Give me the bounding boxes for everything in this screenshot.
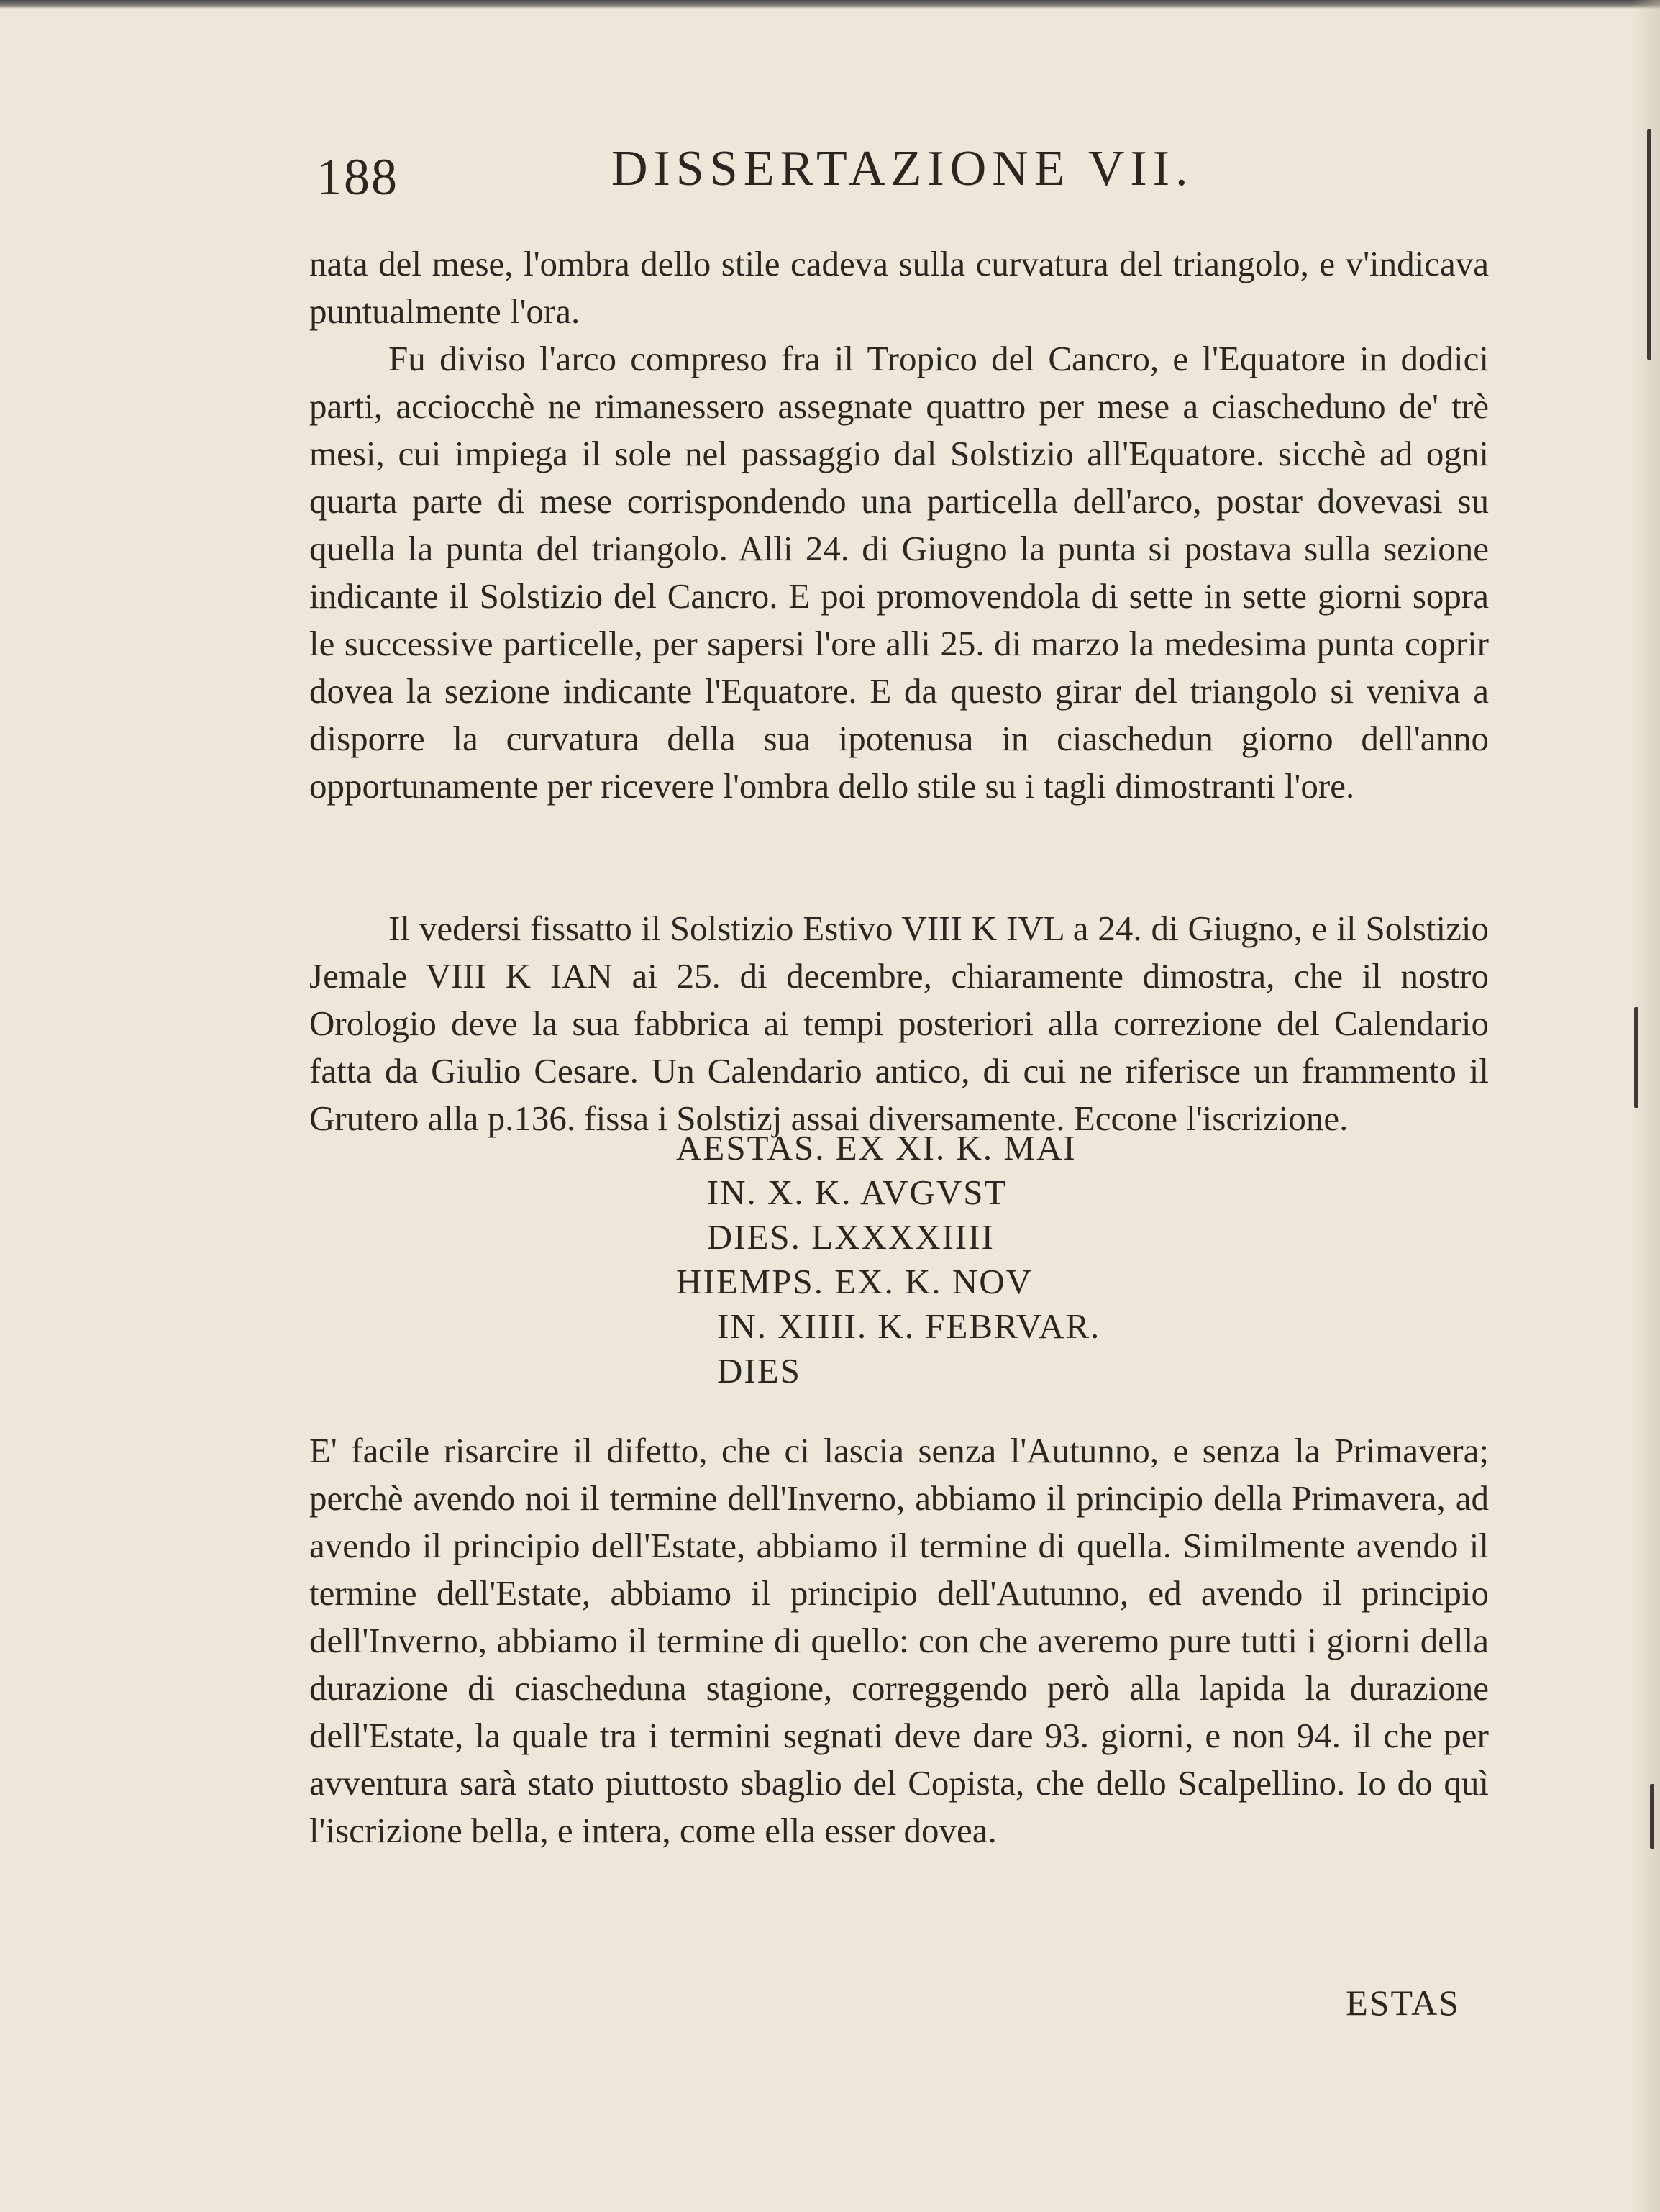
paragraph-arc-division: Fu diviso l'arco compreso fra il Tropico del Cancro, e l'Equatore in dodici parti, acciocchè ne rimanessero assegnate quattro per mese a ciascheduno de' trè mesi, cui impiega il sole nel passaggio dal Solstizio all'Equatore. sicchè ad ogni quarta parte di mese corrispondendo una particella dell'arco, postar dovevasi su quella la punta del triangolo. Alli 24. di Giugno la punta si postava sulla sezione indicante il Solstizio del Cancro. E poi promovendola di sette in sette giorni sopra le successive particelle, per sapersi l'ore alli 25. di marzo la medesima punta coprir dovea la sezione indicante l'Equatore. E da questo girar del triangolo si veniva a disporre la curvatura della sua ipotenusa in ciaschedun giorno dell'anno opportunamente per ricevere l'ombra dello stile su i tagli dimostranti l'ore.	[309, 339, 1489, 806]
paragraph-solstice: Il vedersi fissatto il Solstizio Estivo VIII K IVL a 24. di Giugno, e il Solstizio Jemale VIII K IAN ai 25. di decembre, chiaramente dimostra, che il nostro Orologio deve la sua fabbrica ai tempi posteriori alla correzione del Calendario fatta da Giulio Cesare. Un Calendario antico, di cui ne riferisce un frammento il Grutero alla p.136. fissa i Solstizj assai diversamente. Eccone l'iscrizione.	[309, 909, 1489, 1138]
latin-inscription	[676, 1126, 1323, 1393]
scan-top-edge	[0, 0, 1660, 9]
inscription-line: IN. XIIII. K. FEBRVAR.	[676, 1306, 1101, 1346]
page-edge-mark	[1634, 1007, 1638, 1108]
inscription-line: DIES	[676, 1351, 801, 1391]
paragraph-continuation: nata del mese, l'ombra dello stile cadeva sulla curvatura del triangolo, e v'indicava puntualmente l'ora.	[309, 244, 1489, 331]
page-edge-mark	[1650, 1784, 1654, 1849]
page-number: 188	[316, 148, 398, 206]
inscription-line: DIES. LXXXXIIII	[676, 1217, 995, 1257]
inscription-line: AESTAS. EX XI. K. MAI	[676, 1128, 1077, 1168]
running-title: DISSERTAZIONE VII.	[611, 141, 1194, 196]
paragraph-seasons: E' facile risarcire il difetto, che ci lascia senza l'Autunno, e senza la Primavera; perchè avendo noi il termine dell'Inverno, abbiamo il principio della Primavera, ad avendo il principio dell'Estate, abbiamo il termine di quella. Similmente avendo il termine dell'Estate, abbiamo il principio dell'Autunno, ed avendo il principio dell'Inverno, abbiamo il termine di quello: con che averemo pure tutti i giorni della durazione di ciascheduna stagione, correggendo però alla lapida la durazione dell'Estate, la quale tra i termini segnati deve dare 93. giorni, e non 94. il che per avventura sarà stato piuttosto sbaglio del Copista, che dello Scalpellino. Io do quì l'iscrizione bella, e intera, come ella esser dovea.	[309, 1431, 1489, 1850]
inscription-line: IN. X. K. AVGVST	[676, 1173, 1008, 1212]
document-page	[309, 140, 1489, 2154]
catchword: ESTAS	[1346, 1983, 1460, 2023]
page-header	[309, 140, 1489, 212]
page-edge-mark	[1647, 129, 1651, 360]
inscription-line: HIEMPS. EX. K. NOV	[676, 1262, 1034, 1301]
